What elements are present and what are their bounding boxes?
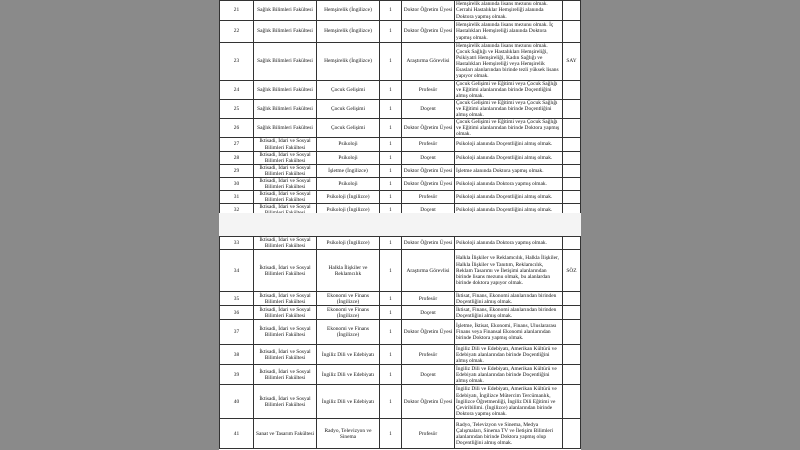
table-row [220,43,581,81]
faculty-cell: İktisadi, İdari ve Sosyal Bilimleri Fakültesi [254,237,317,250]
department-cell: Hemşirelik (İngilizce) [317,43,380,81]
faculty-cell: Sağlık Bilimleri Fakültesi [254,99,317,118]
table-row [220,419,581,449]
position-title-cell: Profesör [402,138,455,151]
requirements-cell: İngiliz Dili ve Edebiyatı, Amerikan Kültürü ve Edebiyatı alanlarından birinde Doçentliğini almış olmak. [455,345,563,365]
exam-score-type-cell [563,292,581,306]
row-number: 25 [220,99,254,118]
faculty-cell: Sağlık Bilimleri Fakültesi [254,21,317,43]
faculty-cell: İktisadi, İdari ve Sosyal Bilimleri Fakültesi [254,292,317,306]
faculty-cell: Sağlık Bilimleri Fakültesi [254,119,317,138]
table-row [220,250,581,292]
requirements-cell: Psikoloji alanında Doktora yapmış olmak. [455,177,563,190]
table-row [220,345,581,365]
row-number: 27 [220,138,254,151]
quantity-cell: 1 [380,250,402,292]
requirements-cell: Radyo, Televizyon ve Sinema, Medya Çalışmaları, Sinema TV ve İletişim Bilimleri alanlarından birinde Doktora yapmış olup Doçentliğini almış olmak. [455,419,563,449]
requirements-cell: Hemşirelik alanında lisans mezunu olmak. Çocuk Sağlığı ve Hastalıkları Hemşireliği, Psikiyatri Hemşireliği, Kadın Sağlığı ve Hastalıkları Hemşireliği veya Hemşirelik Esasları alanlarından birinde tezli yüksek lisans yapıyor olmak. [455,43,563,81]
quantity-cell: 1 [380,119,402,138]
table-row [220,21,581,43]
page-break [219,213,581,236]
exam-score-type-cell [563,177,581,190]
requirements-cell: İngiliz Dili ve Edebiyatı, Amerikan Kültürü ve Edebiyatı, İngilizce Mütercim Tercümanlık, İngilizce Öğretmenliği, İngiliz Dili Eğitimi ve Çeviribilimi. (İngilizce) alanlarından birinde Doktora yapmış olmak. [455,385,563,419]
department-cell: Çocuk Gelişimi [317,119,380,138]
quantity-cell: 1 [380,177,402,190]
faculty-cell: İktisadi, İdari ve Sosyal Bilimleri Fakültesi [254,151,317,164]
table-row [220,292,581,306]
positions-table-page-2 [219,236,581,449]
requirements-cell: Çocuk Gelişimi ve Eğitimi veya Çocuk Sağlığı ve Eğitimi alanlarından birinde Doktora yapmış olmak. [455,119,563,138]
table-row [220,306,581,320]
requirements-cell: Hemşirelik alanında lisans mezunu olmak. Cerrahi Hastalıklar Hemşireliği alanında Doktora yapmış olmak. [455,1,563,21]
faculty-cell: Sağlık Bilimleri Fakültesi [254,43,317,81]
faculty-cell: İktisadi, İdari ve Sosyal Bilimleri Fakültesi [254,138,317,151]
quantity-cell: 1 [380,385,402,419]
department-cell: Ekonomi ve Finans (İngilizce) [317,306,380,320]
quantity-cell: 1 [380,1,402,21]
requirements-cell: İktisat, Finans, Ekonomi alanlarından birinden Doçentliğini almış olmak. [455,292,563,306]
faculty-cell: İktisadi, İdari ve Sosyal Bilimleri Fakültesi [254,191,317,204]
row-number: 21 [220,1,254,21]
row-number: 31 [220,191,254,204]
position-title-cell: Profesör [402,80,455,99]
position-title-cell: Doktor Öğretim Üyesi [402,385,455,419]
position-title-cell: Doçent [402,306,455,320]
position-title-cell: Profesör [402,292,455,306]
quantity-cell: 1 [380,99,402,118]
row-number: 33 [220,237,254,250]
exam-score-type-cell [563,138,581,151]
exam-score-type-cell [563,191,581,204]
department-cell: Psikoloji [317,138,380,151]
requirements-cell: Halkla İlişkiler ve Reklamcılık, Halkla İlişkiler, Halkla İlişkiler ve Tanıtım, Reklamcılık, Reklam Tasarımı ve İletişimi alanlarından birinde lisans mezunu olmak, bu alanlardan birinde doktora yapıyor olmak. [455,250,563,292]
table-row [220,320,581,345]
department-cell: İngiliz Dili ve Edebiyatı [317,385,380,419]
quantity-cell: 1 [380,292,402,306]
position-title-cell: Doktor Öğretim Üyesi [402,164,455,177]
table-row [220,237,581,250]
position-title-cell: Doktor Öğretim Üyesi [402,177,455,190]
quantity-cell: 1 [380,43,402,81]
row-number: 26 [220,119,254,138]
table-row [220,177,581,190]
position-title-cell: Doçent [402,151,455,164]
quantity-cell: 1 [380,204,402,217]
row-number: 36 [220,306,254,320]
position-title-cell: Doktor Öğretim Üyesi [402,119,455,138]
faculty-cell: Sağlık Bilimleri Fakültesi [254,1,317,21]
department-cell: Çocuk Gelişimi [317,80,380,99]
quantity-cell: 1 [380,21,402,43]
requirements-cell: Psikoloji alanında Doçentliğini almış olmak. [455,191,563,204]
position-title-cell: Araştırma Görevlisi [402,250,455,292]
faculty-cell: İktisadi, İdari ve Sosyal [254,204,317,217]
row-number: 24 [220,80,254,99]
department-cell: İngiliz Dili ve Edebiyatı [317,365,380,385]
table-row [220,191,581,204]
quantity-cell: 1 [380,138,402,151]
requirements-cell: Psikoloji alanında Doçentliğini almış olmak. [455,138,563,151]
table-row [220,119,581,138]
requirements-cell: Psikoloji alanında Doçentliğini almış olmak. [455,151,563,164]
department-cell: Ekonomi ve Finans (İngilizce) [317,320,380,345]
row-number: 41 [220,419,254,449]
position-title-cell: Profesör [402,191,455,204]
table-row [220,164,581,177]
faculty-cell: İktisadi, İdari ve Sosyal Bilimleri Fakültesi [254,345,317,365]
department-cell: Halkla İlişkiler ve Reklamcılık [317,250,380,292]
exam-score-type-cell [563,365,581,385]
position-title-cell: Profesör [402,345,455,365]
requirements-cell: Hemşirelik alanında lisans mezunu olmak. İç Hastalıkları Hemşireliği alanında Doktora yapmış olmak. [455,21,563,43]
exam-score-type-cell [563,119,581,138]
quantity-cell: 1 [380,365,402,385]
row-number: 30 [220,177,254,190]
position-title-cell: Doktor Öğretim Üyesi [402,237,455,250]
quantity-cell: 1 [380,306,402,320]
position-title-cell: Doktor Öğretim Üyesi [402,320,455,345]
faculty-cell: İktisadi, İdari ve Sosyal Bilimleri Fakültesi [254,320,317,345]
department-cell: Hemşirelik (İngilizce) [317,1,380,21]
exam-score-type-cell [563,164,581,177]
quantity-cell: 1 [380,164,402,177]
department-cell: Psikoloji (İngilizce) [317,191,380,204]
quantity-cell: 1 [380,320,402,345]
table-row [220,1,581,21]
row-number: 22 [220,21,254,43]
department-cell: Psikoloji [317,151,380,164]
table-row [220,138,581,151]
requirements-cell: Çocuk Gelişimi ve Eğitimi veya Çocuk Sağlığı ve Eğitimi alanlarından birinde Doçentliğini almış olmak. [455,99,563,118]
position-title-cell: Doçent [402,204,455,217]
row-number: 39 [220,365,254,385]
department-cell: Radyo, Televizyon ve Sinema [317,419,380,449]
position-title-cell: Doçent [402,99,455,118]
row-number: 37 [220,320,254,345]
position-title-cell: Profesör [402,419,455,449]
exam-score-type-cell [563,419,581,449]
faculty-cell: İktisadi, İdari ve Sosyal Bilimleri Fakültesi [254,385,317,419]
faculty-cell: İktisadi, İdari ve Sosyal Bilimleri Fakültesi [254,306,317,320]
department-cell: Psikoloji [317,177,380,190]
requirements-cell: İktisat, Finans, Ekonomi alanlarından birinden Doçentliğini almış olmak. [455,306,563,320]
exam-score-type-cell [563,21,581,43]
quantity-cell: 1 [380,191,402,204]
faculty-cell: İktisadi, İdari ve Sosyal Bilimleri Fakültesi [254,164,317,177]
document-page-1 [219,0,581,213]
row-number: 32 [220,204,254,217]
position-title-cell: Doktor Öğretim Üyesi [402,1,455,21]
department-cell: İşletme (İngilizce) [317,164,380,177]
department-cell: Psikoloji (İngilizce) [317,237,380,250]
department-cell: Ekonomi ve Finans (İngilizce) [317,292,380,306]
row-number: 40 [220,385,254,419]
exam-score-type-cell [563,320,581,345]
requirements-cell: İşletme, İktisat, Ekonomi, Finans, Uluslararası Finans veya Finansal Ekonomi alanlarından birinde Doktora yapmış olmak. [455,320,563,345]
faculty-cell: Sanat ve Tasarım Fakültesi [254,419,317,449]
faculty-cell: İktisadi, İdari ve Sosyal Bilimleri Fakültesi [254,250,317,292]
table-row [220,80,581,99]
requirements-cell: Çocuk Gelişimi ve Eğitimi veya Çocuk Sağlığı ve Eğitimi alanlarından birinde Doçentliğini almış olmak. [455,80,563,99]
exam-score-type-cell [563,306,581,320]
exam-score-type-cell [563,99,581,118]
quantity-cell: 1 [380,419,402,449]
position-title-cell: Doçent [402,365,455,385]
table-row [220,99,581,118]
exam-score-type-cell [563,151,581,164]
row-number: 38 [220,345,254,365]
row-number: 34 [220,250,254,292]
document-page-2 [219,236,581,450]
position-title-cell: Doktor Öğretim Üyesi [402,21,455,43]
quantity-cell: 1 [380,345,402,365]
exam-score-type-cell: SÖZ [563,250,581,292]
requirements-cell: Psikoloji alanında Doktora yapmış olmak. [455,237,563,250]
requirements-cell: Psikoloji alanında Doçentliğini almış olmak. [455,204,563,217]
faculty-cell: İktisadi, İdari ve Sosyal Bilimleri Fakültesi [254,365,317,385]
faculty-cell: İktisadi, İdari ve Sosyal Bilimleri Fakültesi [254,177,317,190]
row-number: 28 [220,151,254,164]
requirements-cell: İngiliz Dili ve Edebiyatı, Amerikan Kültürü ve Edebiyatı alanlarından birinde Doçentliğini almış olmak. [455,365,563,385]
positions-table-page-1 [219,0,581,218]
exam-score-type-cell [563,385,581,419]
position-title-cell: Araştırma Görevlisi [402,43,455,81]
row-number: 23 [220,43,254,81]
table-row [220,365,581,385]
exam-score-type-cell: SAY [563,43,581,81]
quantity-cell: 1 [380,80,402,99]
department-cell: İngiliz Dili ve Edebiyatı [317,345,380,365]
exam-score-type-cell [563,237,581,250]
exam-score-type-cell [563,345,581,365]
quantity-cell: 1 [380,237,402,250]
requirements-cell: İşletme alanında Doktora yapmış olmak. [455,164,563,177]
exam-score-type-cell [563,1,581,21]
quantity-cell: 1 [380,151,402,164]
row-number: 29 [220,164,254,177]
table-row [220,385,581,419]
department-cell: Çocuk Gelişimi [317,99,380,118]
exam-score-type-cell [563,80,581,99]
department-cell: Hemşirelik (İngilizce) [317,21,380,43]
row-number: 35 [220,292,254,306]
faculty-cell: Sağlık Bilimleri Fakültesi [254,80,317,99]
department-cell: Psikoloji (İngilizce) [317,204,380,217]
table-row [220,151,581,164]
